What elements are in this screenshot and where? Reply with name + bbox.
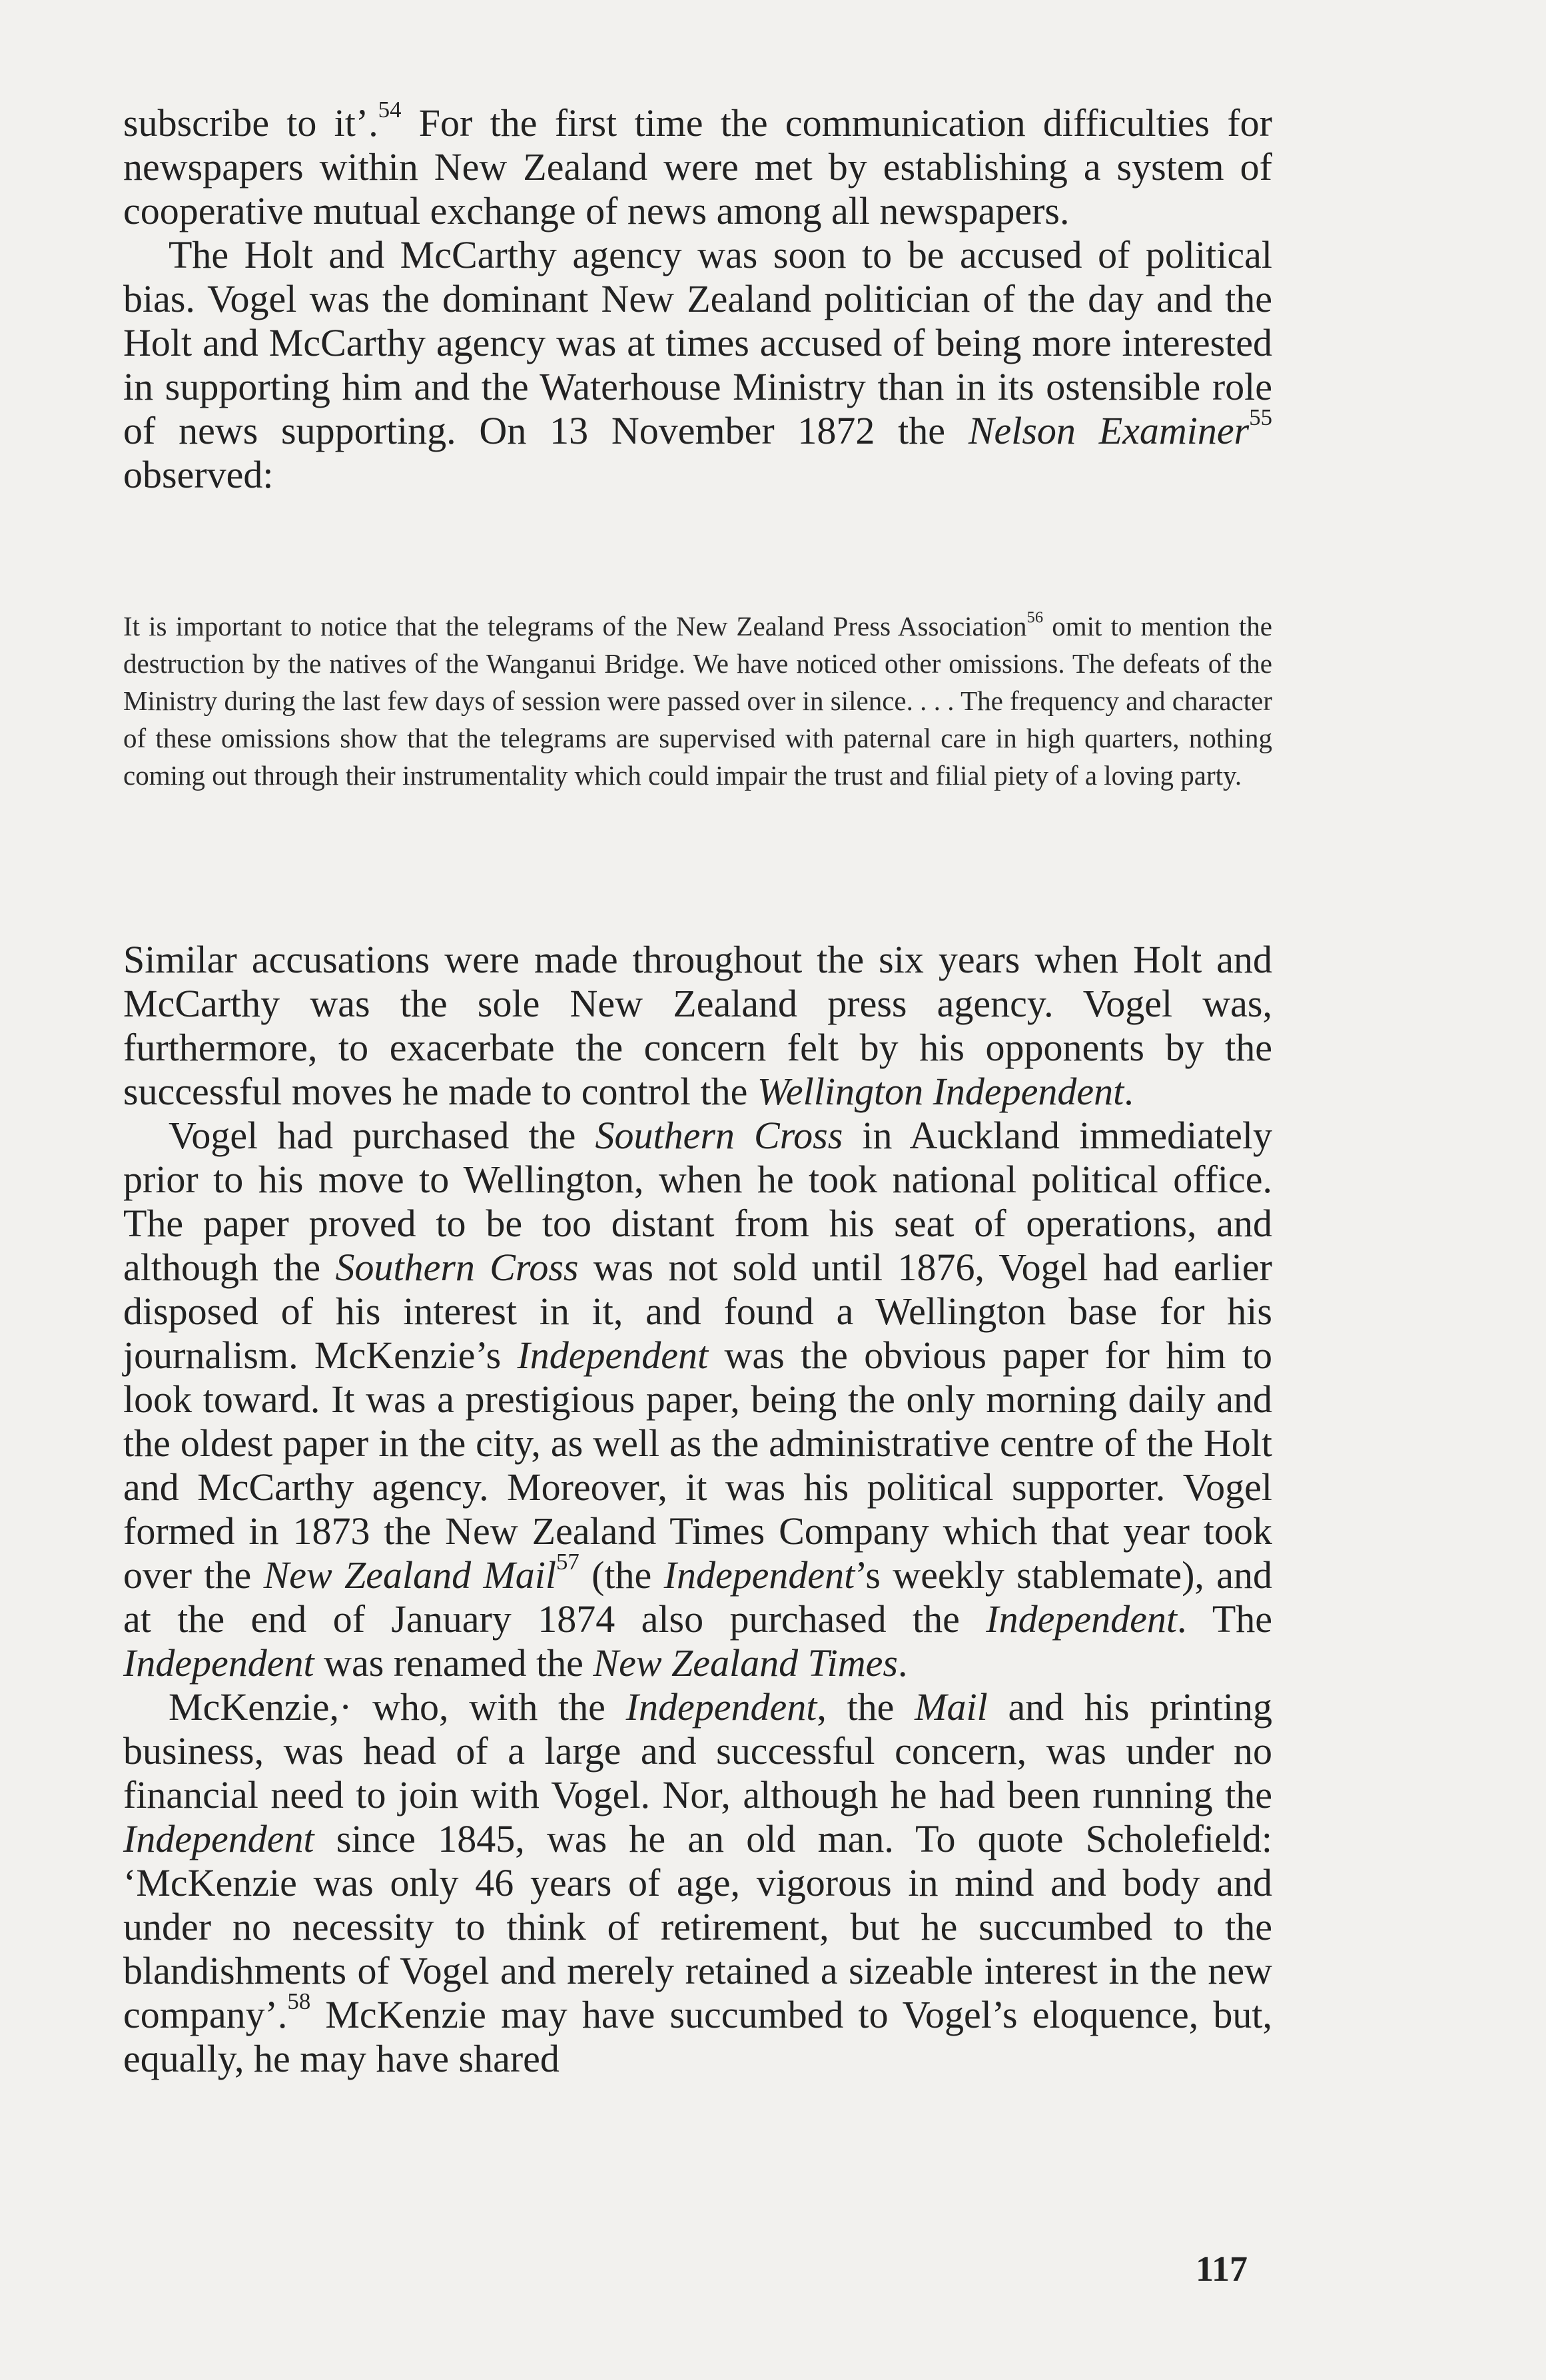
- footnote-ref: 56: [1026, 608, 1044, 627]
- text-run: , the: [817, 1685, 915, 1729]
- paragraph: [123, 233, 1272, 497]
- paragraph: [123, 97, 1272, 233]
- footnote-ref: 54: [378, 97, 402, 123]
- text-run: since 1845, was he an old man. To quote Scholefield: ‘McKenzie was only 46 years of age, vigorous in mind and body and under no necessity to think of retirement, but he succumbed to the blandishments of Vogel and merely retained a sizeable interest in the new company’.: [123, 1817, 1272, 2036]
- text-run: was the obvious paper for him to look toward. It was a prestigious paper, being the only morning daily and the oldest paper in the city, as well as the administrative centre of the Holt and McCarthy agency. Moreover, it was his political supporter. Vogel formed in 1873 the New Zealand Times Company which that year took over the: [123, 1334, 1272, 1597]
- text-run: . The: [1176, 1597, 1273, 1641]
- text-block-bottom: [123, 938, 1272, 2081]
- text-run: McKenzie,· who, with the: [169, 1685, 626, 1729]
- italic-title: Southern Cross: [335, 1246, 579, 1289]
- text-run: observed:: [123, 453, 274, 496]
- text-run: was renamed the: [314, 1641, 593, 1685]
- text-run: It is important to notice that the telegrams of the New Zealand Press Association: [123, 611, 1027, 641]
- paragraph: [123, 938, 1272, 1114]
- text-run: subscribe to it’.: [123, 101, 378, 145]
- text-run: and his printing business, was head of a large and successful concern, was under no financial need to join with Vogel. Nor, although he had been running the: [123, 1685, 1272, 1816]
- text-run: Similar accusations were made throughout the six years when Holt and McCarthy was the sole New Zealand press agency. Vogel was, furthermore, to exacerbate the concern felt by his opponents by the successful moves he made to control the: [123, 938, 1272, 1113]
- text-run: McKenzie may have succumbed to Vogel’s eloquence, but, equally, he may have shared: [123, 1993, 1272, 2080]
- text-run: (the: [579, 1553, 664, 1597]
- italic-title: Independent: [123, 1641, 314, 1685]
- page-number: 117: [1196, 2249, 1248, 2289]
- italic-title: Independent: [625, 1685, 817, 1729]
- italic-title: Independent: [663, 1553, 855, 1597]
- italic-title: Wellington Independent: [757, 1070, 1124, 1113]
- footnote-ref: 55: [1249, 404, 1272, 431]
- footnote-ref: 58: [287, 1988, 311, 2015]
- text-run: omit to mention the destruction by the natives of the Wanganui Bridge. We have noticed other omissions. The defeats of the Ministry during the last few days of session were passed over in silence. . . . The frequency and character of these omissions show that the telegrams are supervised with paternal care in high quarters, nothing coming out through their instrumentality which could impair the trust and filial piety of a loving party.: [123, 611, 1272, 791]
- text-run: was not sold until 1876, Vogel had earlier disposed of his interest in it, and found a Wellington base for his journalism. McKenzie’s: [123, 1246, 1272, 1377]
- italic-title: Independent: [986, 1597, 1177, 1641]
- italic-title: Southern Cross: [595, 1114, 843, 1157]
- italic-title: New Zealand Mail: [263, 1553, 556, 1597]
- block-quote: [123, 607, 1272, 794]
- italic-title: New Zealand Times: [593, 1641, 898, 1685]
- text-run: For the first time the communication difficulties for newspapers within New Zealand were met by establishing a system of cooperative mutual exchange of news among all newspapers.: [123, 101, 1272, 232]
- text-block-top: [123, 97, 1272, 497]
- text-run: .: [898, 1641, 908, 1685]
- text-run: Vogel had purchased the: [169, 1114, 595, 1157]
- italic-title: Mail: [915, 1685, 988, 1729]
- text-run: ’s weekly stablemate), and at the end of January 1874 also purchased the: [123, 1553, 1273, 1641]
- footnote-ref: 57: [556, 1549, 580, 1575]
- text-run: The Holt and McCarthy agency was soon to be accused of political bias. Vogel was the dominant New Zealand politician of the day and the Holt and McCarthy agency was at times accused of being more interested in supporting him and the Waterhouse Ministry than in its ostensible role of news supporting. On 13 November 1872 the: [123, 233, 1272, 452]
- paragraph: [123, 1114, 1272, 1685]
- text-run: .: [1124, 1070, 1134, 1113]
- italic-title: Independent: [517, 1334, 709, 1377]
- italic-title: Nelson Examiner: [968, 409, 1250, 452]
- italic-title: Independent: [123, 1817, 314, 1860]
- paragraph: [123, 1685, 1272, 2081]
- text-run: in Auckland immediately prior to his move to Wellington, when he took national political office. The paper proved to be too distant from his seat of operations, and although the: [123, 1114, 1272, 1289]
